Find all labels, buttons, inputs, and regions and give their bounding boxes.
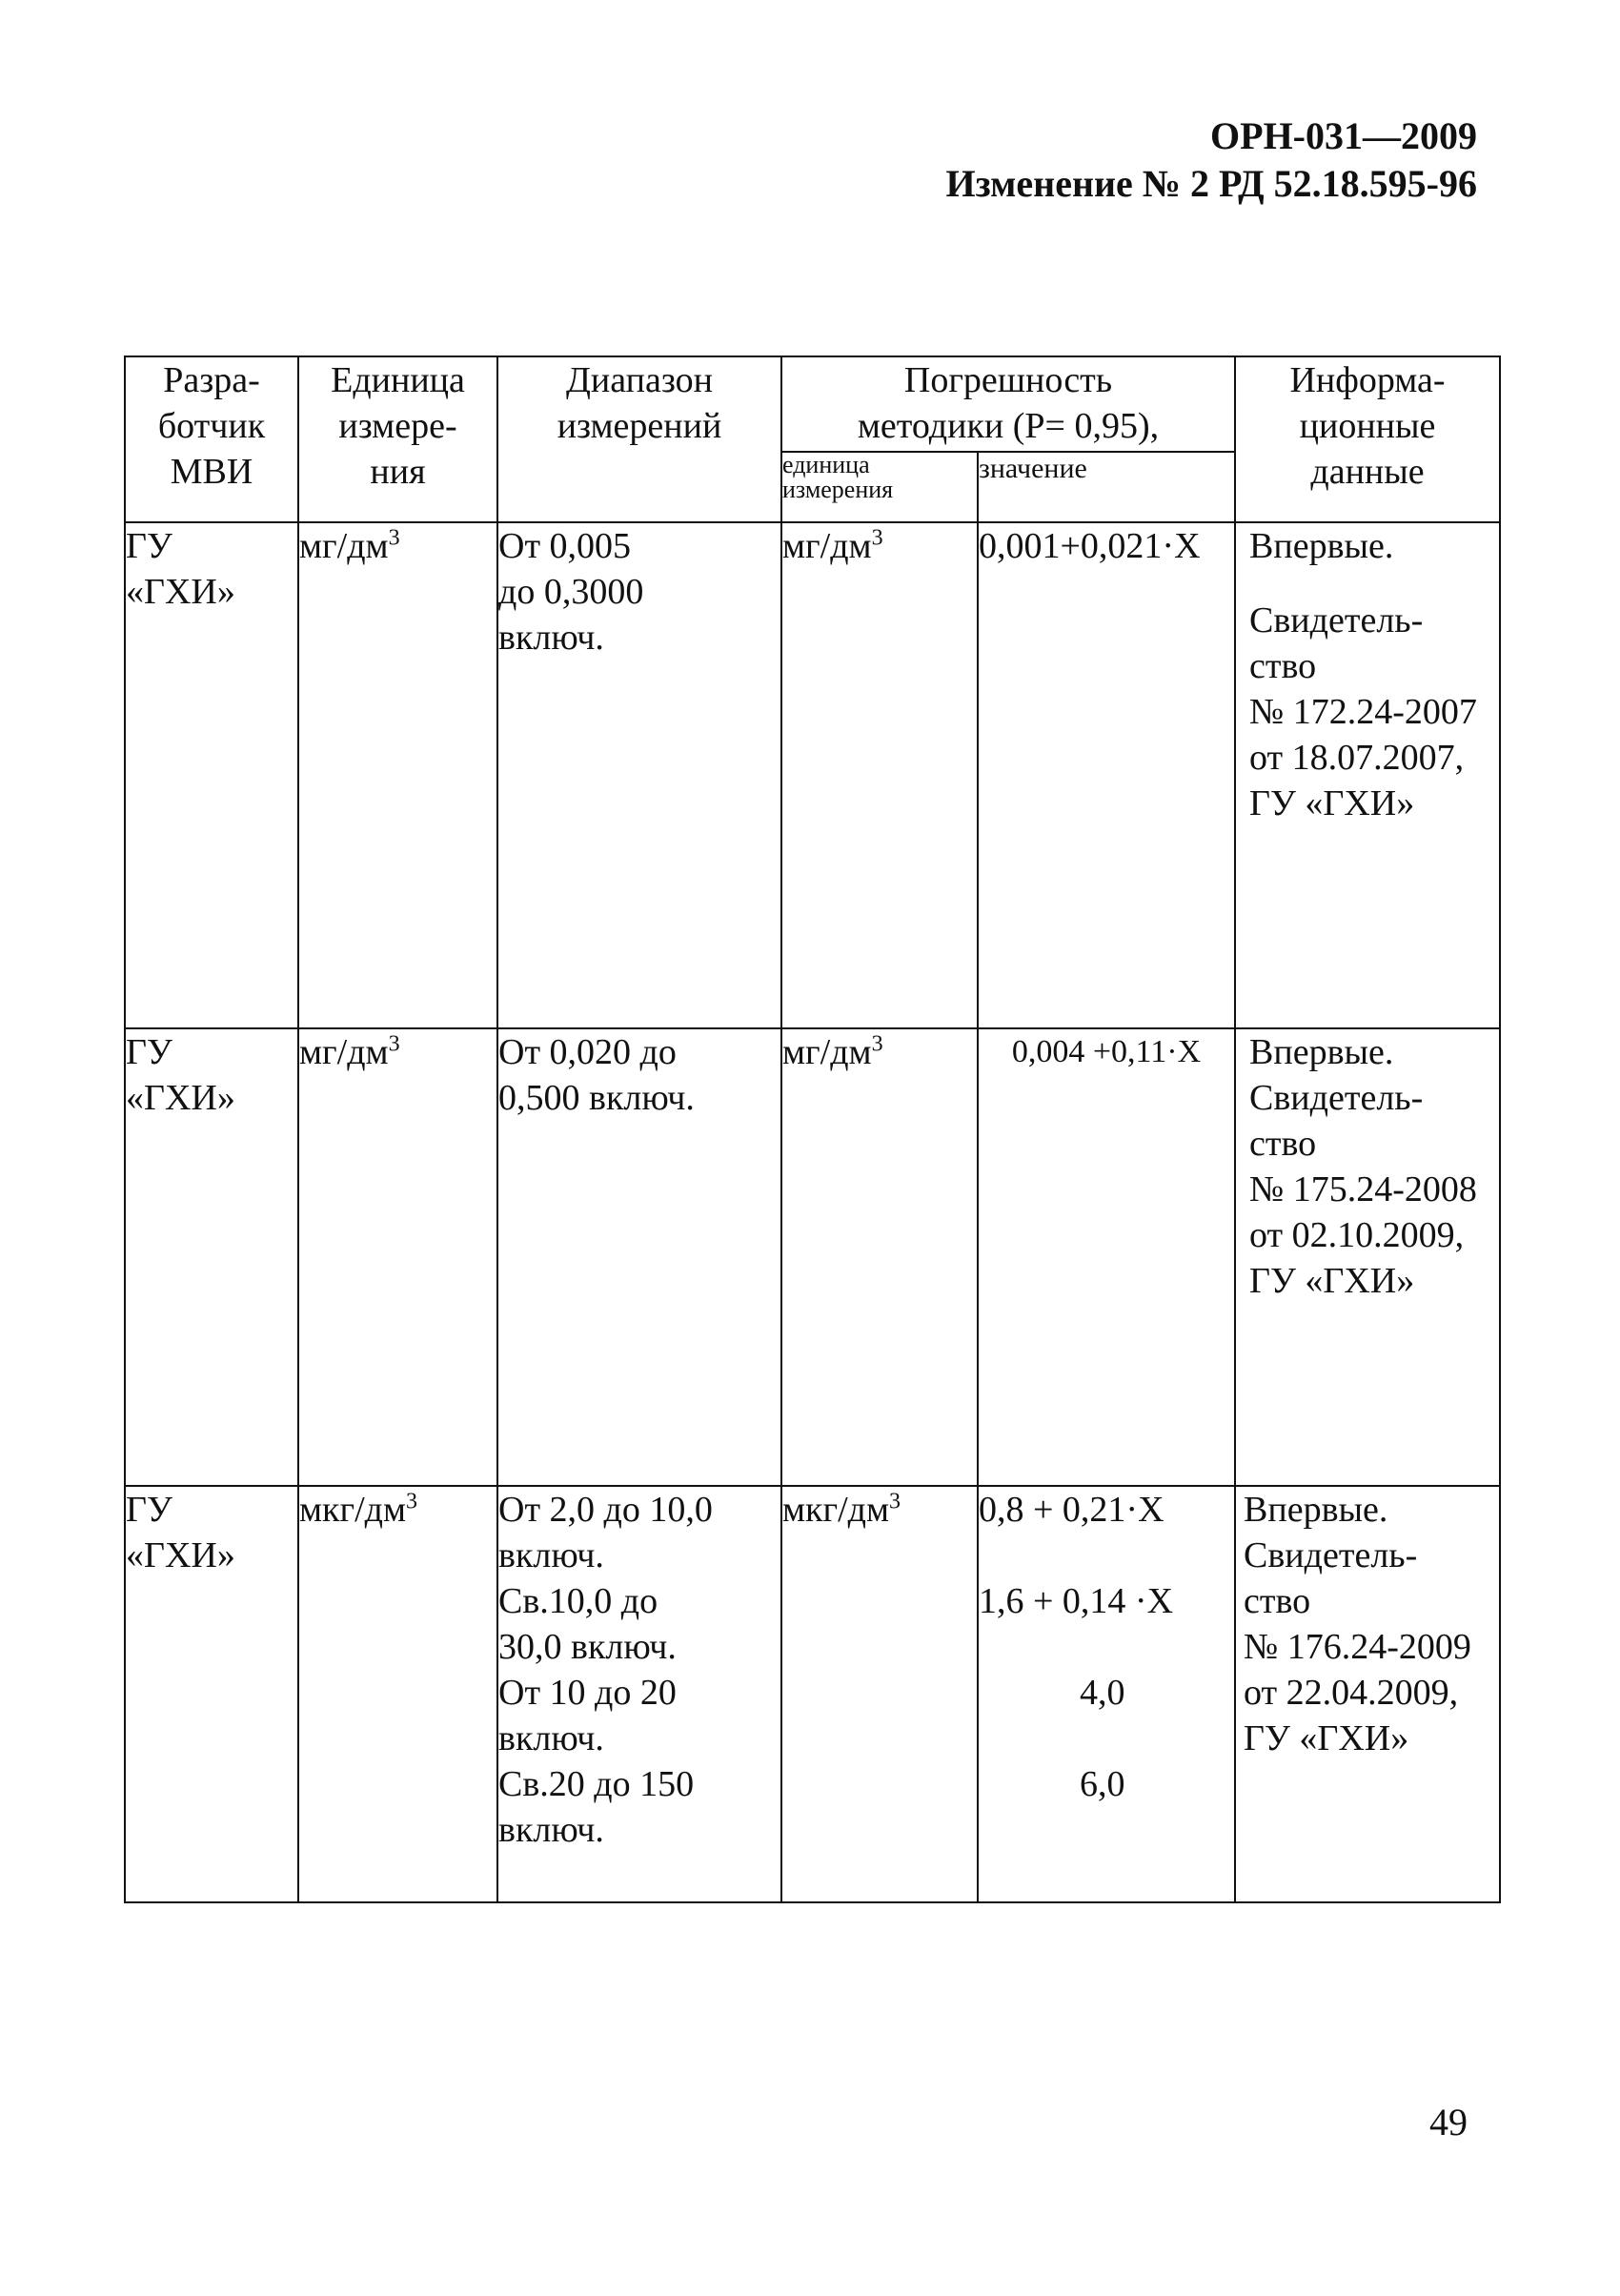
error-unit-cell: мкг/$дм^3$ bbox=[781, 1486, 978, 1902]
header-range: Диапазон измерений bbox=[497, 356, 781, 522]
table-row bbox=[125, 1486, 1500, 1902]
range-cell: От 0,005 до 0,3000 включ. bbox=[497, 522, 781, 1028]
info-cell: Впервые. Свидетель- ство № 175.24-2008 от 02.10.2009, ГУ «ГХИ» bbox=[1235, 1028, 1500, 1486]
error-unit-cell: $мг/дм^3$ bbox=[781, 522, 978, 1028]
header-info: Информа- ционные данные bbox=[1235, 356, 1500, 522]
table-row bbox=[125, 1028, 1500, 1486]
unit-cell: $мг/дм^3$ bbox=[298, 1028, 497, 1486]
header-error: Погрешность методики (Р= 0,95), bbox=[781, 356, 1235, 452]
info-cell: Впервые. Свидетель- ство № 176.24-2009 от 22.04.2009, ГУ «ГХИ» bbox=[1235, 1486, 1500, 1902]
error-unit-cell: $мг/дм^3$ bbox=[781, 1028, 978, 1486]
change-title: Изменение № 2 РД 52.18.595-96 bbox=[945, 162, 1477, 205]
header-error-unit: единица измерения bbox=[781, 452, 978, 522]
table-row bbox=[125, 522, 1500, 1028]
mvi-table bbox=[124, 356, 1501, 1903]
page-number: 49 bbox=[1429, 2101, 1468, 2144]
range-cell: От 0,020 до 0,500 включ. bbox=[497, 1028, 781, 1486]
developer-cell: ГУ «ГХИ» bbox=[125, 522, 298, 1028]
header-error-value: значение bbox=[978, 452, 1235, 522]
error-value-cell: 0,8 + 0,21·Х 1,6 + 0,14 ·Х 4,0 6,0 bbox=[978, 1486, 1235, 1902]
error-value-cell: 0,004 +0,11·Х bbox=[978, 1028, 1235, 1486]
unit-cell: $мг/дм^3$ bbox=[298, 522, 497, 1028]
developer-cell: ГУ «ГХИ» bbox=[125, 1486, 298, 1902]
header-developer: Разра- ботчик МВИ bbox=[125, 356, 298, 522]
developer-cell: ГУ «ГХИ» bbox=[125, 1028, 298, 1486]
document-code: ОРН-031—2009 bbox=[1210, 114, 1477, 157]
info-cell: Впервые. Свидетель- ство № 172.24-2007 от 18.07.2007, ГУ «ГХИ» bbox=[1235, 522, 1500, 1028]
range-cell: От 2,0 до 10,0 включ. Св.10,0 до 30,0 включ. От 10 до 20 включ. Св.20 до 150 включ. bbox=[497, 1486, 781, 1902]
header-unit: Единица измере- ния bbox=[298, 356, 497, 522]
unit-cell: мкг/$дм^3$ bbox=[298, 1486, 497, 1902]
error-value-cell: 0,001+0,021·Х bbox=[978, 522, 1235, 1028]
